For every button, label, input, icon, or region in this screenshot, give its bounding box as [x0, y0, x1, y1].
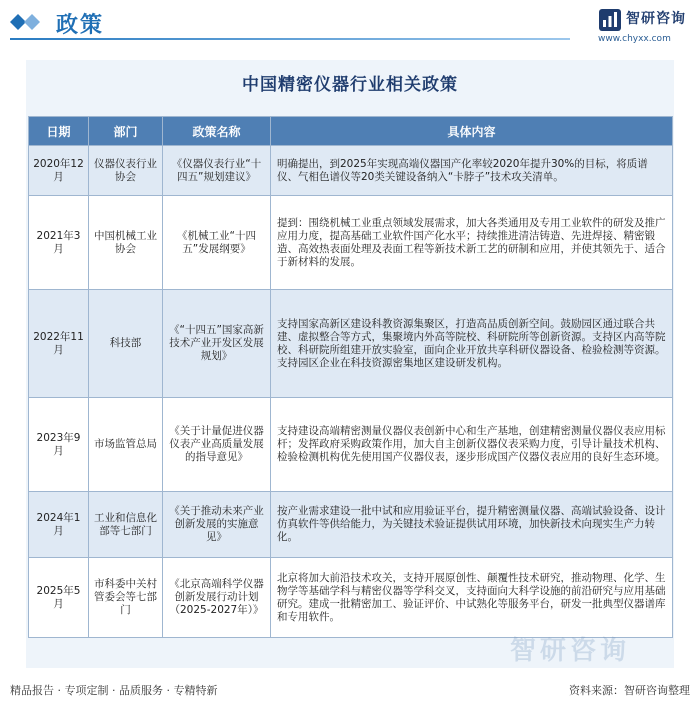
cell-content: 提到：围绕机械工业重点领域发展需求，加大各类通用及专用工业软件的研发及推广应用力度，提高基础工业软件国产化水平；持续推进清洁铸造、先进焊接、精密锻造、高效热表面处理及表面工程等新技术新工艺的研制和应用，并使其领先于、适合于新材料的发展。: [271, 196, 673, 290]
cell-dept: 中国机械工业协会: [89, 196, 163, 290]
cell-dept: 市科委中关村管委会等七部门: [89, 558, 163, 638]
column-header-policy: 政策名称: [163, 117, 271, 146]
column-header-content: 具体内容: [271, 117, 673, 146]
cell-date: 2022年11月: [29, 290, 89, 398]
brand-name: 智研咨询: [626, 11, 686, 27]
cell-policy: 《仪器仪表行业“十四五”规划建议》: [163, 146, 271, 196]
brand-logo-icon: [598, 8, 622, 32]
policy-panel: [26, 60, 674, 668]
watermark: 智研咨询: [510, 636, 631, 666]
footer-source: 资料来源：智研咨询整理: [569, 684, 690, 697]
table-row: [29, 290, 673, 398]
cell-policy: 《“十四五”国家高新技术产业开发区发展规划》: [163, 290, 271, 398]
cell-dept: 仪器仪表行业协会: [89, 146, 163, 196]
footer-tags: 精品报告 · 专项定制 · 品质服务 · 专精特新: [10, 684, 218, 697]
page-header: [0, 0, 700, 48]
cell-content: 明确提出，到2025年实现高端仪器国产化率较2020年提升30%的目标，将质谱仪、气相色谱仪等20类关键设备纳入“卡脖子”技术攻关清单。: [271, 146, 673, 196]
cell-content: 北京将加大前沿技术攻关，支持开展原创性、颠覆性技术研究，推动物理、化学、生物学等基础学科与精密仪器等学科交叉，支持面向大科学设施的前沿研究与应用基础研究。建成一批精密加工、验证评价、中试熟化等服务平台，研发一批典型仪器谱库和专用软件。: [271, 558, 673, 638]
cell-content: 支持国家高新区建设科教资源集聚区，打造高品质创新空间。鼓励园区通过联合共建、虚拟整合等方式，集聚境内外高等院校、科研院所等创新资源。支持区内高等院校、科研院所组建开放实验室，面向企业开放共享科研仪器设备、检验检测等资源。支持园区企业在科技资源密集地区建设研发机构。: [271, 290, 673, 398]
section-title: 政策: [56, 13, 105, 38]
cell-policy: 《北京高端科学仪器创新发展行动计划（2025-2027年）》: [163, 558, 271, 638]
table-row: [29, 196, 673, 290]
table-row: [29, 492, 673, 558]
cell-date: 2025年5月: [29, 558, 89, 638]
cell-policy: 《关于计量促进仪器仪表产业高质量发展的指导意见》: [163, 398, 271, 492]
column-header-date: 日期: [29, 117, 89, 146]
header-divider: [10, 38, 570, 40]
policy-table: [28, 116, 673, 638]
table-row: [29, 398, 673, 492]
cell-date: 2023年9月: [29, 398, 89, 492]
cell-dept: 科技部: [89, 290, 163, 398]
cell-date: 2020年12月: [29, 146, 89, 196]
cell-content: 按产业需求建设一批中试和应用验证平台，提升精密测量仪器、高端试验设备、设计仿真软件等供给能力，为关键技术验证提供试用环境，加快新技术向现实生产力转化。: [271, 492, 673, 558]
table-row: [29, 558, 673, 638]
cell-dept: 市场监管总局: [89, 398, 163, 492]
cell-policy: 《机械工业“十四五”发展纲要》: [163, 196, 271, 290]
brand-url: www.chyxx.com: [598, 34, 671, 44]
table-row: [29, 146, 673, 196]
table-title: 中国精密仪器行业相关政策: [242, 75, 458, 95]
cell-dept: 工业和信息化部等七部门: [89, 492, 163, 558]
column-header-dept: 部门: [89, 117, 163, 146]
cell-content: 支持建设高端精密测量仪器仪表创新中心和生产基地，创建精密测量仪器仪表应用标杆；发挥政府采购政策作用，加大自主创新仪器仪表采购力度，引导计量技术机构、检验检测机构优先使用国产仪器仪表，逐步形成国产仪器仪表应用的良好生态环境。: [271, 398, 673, 492]
diamond-icon: [10, 12, 50, 32]
cell-policy: 《关于推动未来产业创新发展的实施意见》: [163, 492, 271, 558]
cell-date: 2021年3月: [29, 196, 89, 290]
page-footer: [0, 676, 700, 702]
cell-date: 2024年1月: [29, 492, 89, 558]
table-header-row: [29, 117, 673, 146]
